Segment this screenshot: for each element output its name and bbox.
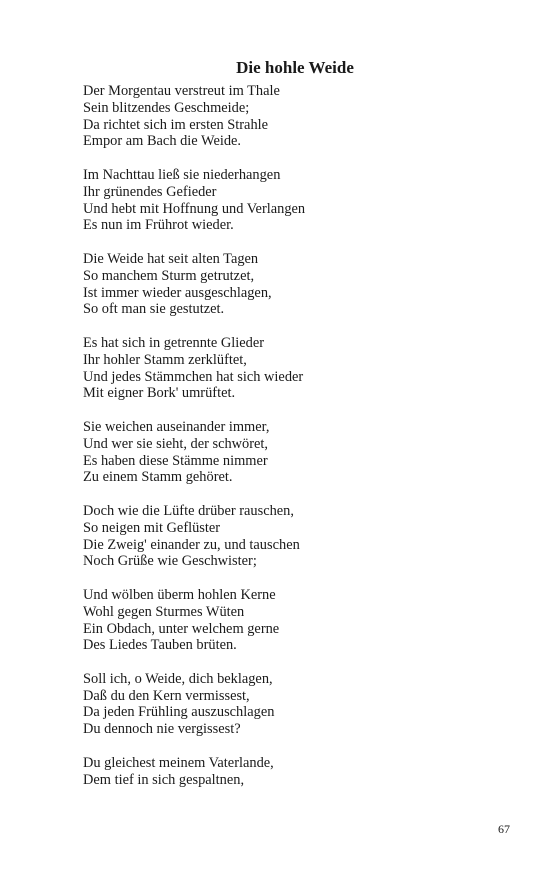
poem-line: Ihr hohler Stamm zerklüftet, — [83, 351, 247, 368]
stanza — [83, 419, 503, 486]
poem-line: Da jeden Frühling auszuschlagen — [83, 704, 275, 721]
poem-line: Doch wie die Lüfte drüber rauschen, — [83, 502, 294, 519]
poem-body — [83, 83, 503, 805]
poem-line: Mit eigner Bork' umrüftet. — [83, 385, 236, 402]
poem-line: Und wer sie sieht, der schwöret, — [83, 435, 269, 452]
poem-line: So oft man sie gestutzet. — [83, 301, 225, 318]
poem-line: Empor am Bach die Weide. — [83, 133, 242, 150]
poem-line: Und wölben überm hohlen Kerne — [83, 586, 276, 603]
stanza — [83, 671, 503, 738]
poem-line: Ist immer wieder ausgeschlagen, — [83, 284, 272, 301]
poem-line: Und hebt mit Hoffnung und Verlangen — [83, 200, 306, 217]
poem-line: Es hat sich in getrennte Glieder — [83, 334, 265, 351]
poem-line: Ihr grünendes Gefieder — [83, 183, 217, 200]
poem-line: Die Zweig' einander zu, und tauschen — [83, 536, 300, 553]
poem-line: Der Morgentau verstreut im Thale — [83, 83, 280, 99]
stanza — [83, 335, 503, 402]
poem-line: Du dennoch nie vergissest? — [83, 721, 241, 738]
poem-line: Du gleichest meinem Vaterlande, — [83, 754, 274, 771]
poem-line: Sie weichen auseinander immer, — [83, 418, 270, 435]
poem-line: Sein blitzendes Geschmeide; — [83, 99, 250, 116]
stanza — [83, 167, 503, 234]
poem-line: Es nun im Frührot wieder. — [83, 217, 234, 234]
poem-line: Daß du den Kern vermissest, — [83, 687, 250, 704]
stanza — [83, 251, 503, 318]
stanza — [83, 755, 503, 789]
poem-line: Ein Obdach, unter welchem gerne — [83, 620, 280, 637]
page-number: 67 — [498, 822, 510, 836]
poem-line: Da richtet sich im ersten Strahle — [83, 116, 269, 133]
poem-line: Zu einem Stamm gehöret. — [83, 469, 233, 486]
poem-line: Und jedes Stämmchen hat sich wieder — [83, 368, 304, 385]
stanza — [83, 503, 503, 570]
stanza — [83, 83, 503, 150]
poem-line: Noch Grüße wie Geschwister; — [83, 553, 257, 570]
poem-line: Es haben diese Stämme nimmer — [83, 452, 268, 469]
poem-line: Im Nachttau ließ sie niederhangen — [83, 166, 281, 183]
poem-line: Die Weide hat seit alten Tagen — [83, 250, 259, 267]
poem-line: Dem tief in sich gespaltnen, — [83, 771, 245, 788]
poem-line: So manchem Sturm getrutzet, — [83, 267, 255, 284]
poem-line: Soll ich, o Weide, dich beklagen, — [83, 670, 273, 687]
stanza — [83, 587, 503, 654]
poem-title: Die hohle Weide — [236, 58, 354, 77]
poem-line: Wohl gegen Sturmes Wüten — [83, 603, 245, 620]
poem-line: Des Liedes Tauben brüten. — [83, 637, 237, 654]
poem-line: So neigen mit Geflüster — [83, 519, 221, 536]
